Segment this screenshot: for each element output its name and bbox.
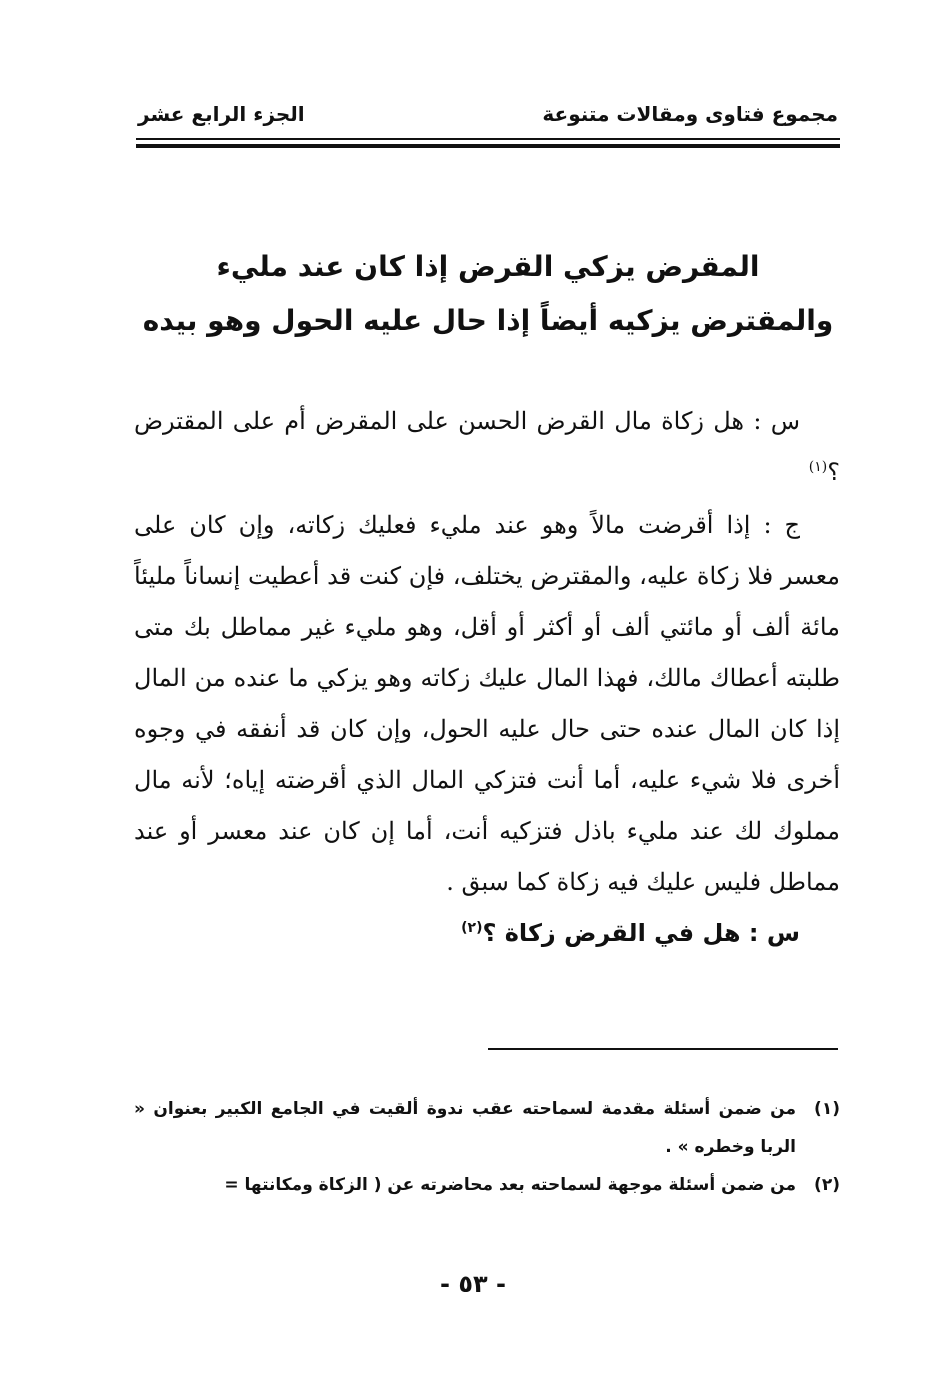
footnotes — [134, 1090, 840, 1204]
footnote-ref-2: (٢) — [461, 920, 483, 936]
footnote-text: من ضمن أسئلة مقدمة لسماحته عقب ندوة ألقيت في الجامع الكبير بعنوان « الربا وخطره » . — [134, 1099, 796, 1157]
article-title — [136, 240, 840, 348]
page-number: - ٥٣ - — [440, 1270, 506, 1298]
title-line-2: والمقترض يزكيه أيضاً إذا حال عليه الحول وهو بيده — [142, 304, 834, 337]
footnote-number: (٢) — [814, 1175, 840, 1195]
question-2-text: س : هل في القرض زكاة ؟ — [482, 919, 800, 947]
question-1 — [134, 396, 840, 498]
running-header — [138, 98, 838, 132]
footnote-2 — [134, 1166, 840, 1204]
volume-label: الجزء الرابع عشر — [138, 102, 305, 126]
footnote-separator — [488, 1048, 838, 1050]
footnote-number: (١) — [814, 1099, 840, 1119]
header-rule-thick — [136, 144, 840, 148]
answer-1: ج : إذا أقرضت مالاً وهو عند مليء فعليك زكاته، وإن كان على معسر فلا زكاة عليه، والمقترض يختلف، فإن كنت قد أعطيت إنساناً مليئاً مائة ألف أو مائتي ألف أو أكثر أو أقل، وهو مليء غير مماطل بك متى طلبته أعطاك مالك، فهذا المال عليك زكاته وهو يزكي ما عنده من المال إذا كان المال عنده حتى حال عليه الحول، وإن كان قد أنفقه في وجوه أخرى فلا شيء عليه، أما أنت فتزكي المال الذي أقرضته إياه؛ لأنه مال مملوك لك عند مليء باذل فتزكيه أنت، أما إن كان عند معسر أو عند مماطل فليس عليك فيه زكاة كما سبق . — [134, 511, 841, 896]
footnote-text: من ضمن أسئلة موجهة لسماحته بعد محاضرته عن ( الزكاة ومكانتها = — [224, 1175, 796, 1195]
series-title: مجموع فتاوى ومقالات متنوعة — [542, 102, 838, 126]
body-text — [134, 396, 840, 959]
question-2 — [134, 908, 840, 959]
title-line-1: المقرض يزكي القرض إذا كان عند مليء — [216, 250, 760, 283]
footnote-1 — [134, 1090, 840, 1166]
footnote-ref-1: (١) — [808, 459, 828, 475]
header-rule-thin — [136, 138, 840, 140]
question-1-text: س : هل زكاة مال القرض الحسن على المقرض أم على المقترض ؟ — [134, 407, 840, 486]
